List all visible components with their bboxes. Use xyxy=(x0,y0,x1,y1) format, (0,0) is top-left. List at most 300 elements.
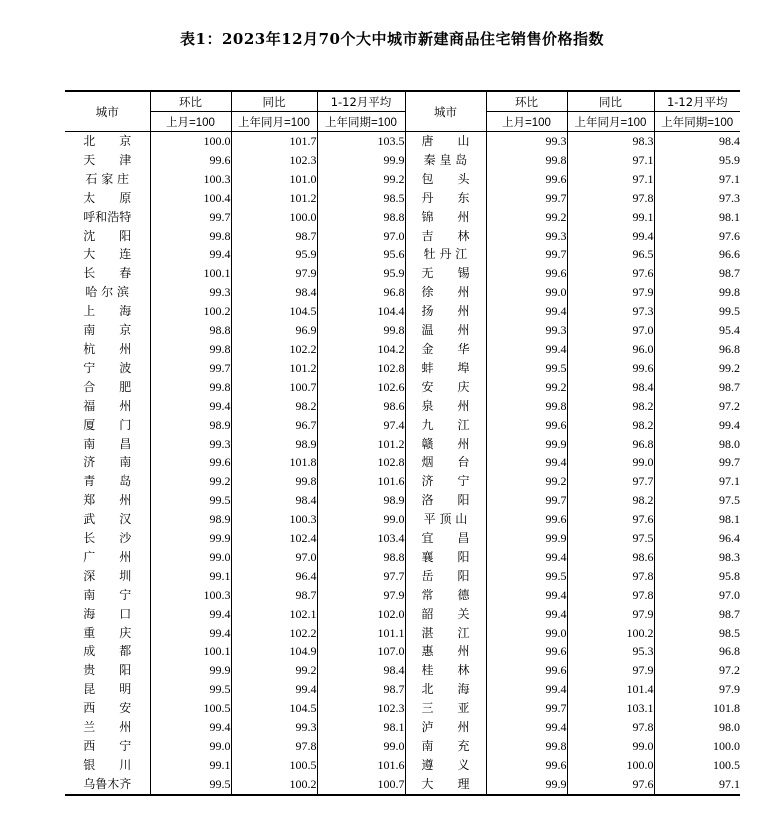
yoy-header: 同比 xyxy=(231,91,317,112)
yoy-value: 98.4 xyxy=(567,378,654,397)
yoy-value: 101.0 xyxy=(231,170,317,189)
mom-value: 99.8 xyxy=(150,340,231,359)
city-name: 成 都 xyxy=(65,642,150,661)
mom-value: 99.6 xyxy=(150,453,231,472)
city-name: 南 昌 xyxy=(65,435,150,454)
city-name: 太 原 xyxy=(65,189,150,208)
table-row xyxy=(65,453,740,472)
mom-value: 99.8 xyxy=(486,737,567,756)
city-name: 桂 林 xyxy=(405,661,486,680)
yoy-value: 97.8 xyxy=(567,586,654,605)
avg-value: 101.2 xyxy=(317,435,405,454)
avg-header: 1-12月平均 xyxy=(317,91,405,112)
yoy-value: 97.0 xyxy=(231,548,317,567)
city-name: 银 川 xyxy=(65,756,150,775)
city-name: 合 肥 xyxy=(65,378,150,397)
table-row xyxy=(65,510,740,529)
table-row xyxy=(65,435,740,454)
avg-value: 107.0 xyxy=(317,642,405,661)
yoy-value: 100.7 xyxy=(231,378,317,397)
yoy-value: 99.2 xyxy=(231,661,317,680)
city-name: 哈 尔 滨 xyxy=(65,283,150,302)
avg-value: 99.9 xyxy=(317,151,405,170)
city-name: 大 连 xyxy=(65,245,150,264)
yoy-value: 104.9 xyxy=(231,642,317,661)
avg-value: 98.0 xyxy=(719,720,740,735)
mom-value: 99.7 xyxy=(150,359,231,378)
mom-value: 99.5 xyxy=(150,680,231,699)
city-name: 宁 波 xyxy=(65,359,150,378)
avg-value: 97.0 xyxy=(719,587,740,602)
yoy-value: 100.2 xyxy=(567,624,654,643)
mom-value: 99.1 xyxy=(150,756,231,775)
mom-value: 100.3 xyxy=(150,586,231,605)
yoy-value: 98.4 xyxy=(231,491,317,510)
table-row xyxy=(65,605,740,624)
yoy-value: 97.8 xyxy=(567,567,654,586)
mom-value: 99.8 xyxy=(486,151,567,170)
avg-value: 99.8 xyxy=(719,285,740,300)
avg-value: 102.8 xyxy=(317,359,405,378)
yoy-value: 98.7 xyxy=(231,586,317,605)
city-name: 郑 州 xyxy=(65,491,150,510)
mom-value: 99.6 xyxy=(486,264,567,283)
yoy-value: 101.4 xyxy=(567,680,654,699)
city-name: 包 头 xyxy=(405,170,486,189)
avg-value: 97.2 xyxy=(719,398,740,413)
yoy-value: 98.2 xyxy=(567,397,654,416)
yoy-value: 103.1 xyxy=(567,699,654,718)
avg-value: 95.9 xyxy=(719,152,740,167)
city-name: 牡 丹 江 xyxy=(405,245,486,264)
avg-value: 96.8 xyxy=(317,283,405,302)
avg-value: 99.0 xyxy=(317,510,405,529)
mom-value: 99.2 xyxy=(486,378,567,397)
city-name: 北 京 xyxy=(65,132,150,151)
mom-value: 100.2 xyxy=(150,302,231,321)
yoy-value: 96.7 xyxy=(231,416,317,435)
mom-value: 98.9 xyxy=(150,416,231,435)
mom-value: 99.0 xyxy=(486,283,567,302)
city-name: 沈 阳 xyxy=(65,227,150,246)
city-name: 杭 州 xyxy=(65,340,150,359)
city-name: 兰 州 xyxy=(65,718,150,737)
mom-value: 99.8 xyxy=(150,227,231,246)
yoy-value: 102.1 xyxy=(231,605,317,624)
avg-value: 98.1 xyxy=(317,718,405,737)
yoy-value: 97.1 xyxy=(567,151,654,170)
yoy-value: 98.7 xyxy=(231,227,317,246)
mom-value: 99.9 xyxy=(486,529,567,548)
city-name: 青 岛 xyxy=(65,472,150,491)
yoy-value: 101.2 xyxy=(231,189,317,208)
city-name: 温 州 xyxy=(405,321,486,340)
city-name: 吉 林 xyxy=(405,227,486,246)
avg-value: 97.7 xyxy=(317,567,405,586)
table-row xyxy=(65,359,740,378)
city-name: 济 宁 xyxy=(405,472,486,491)
yoy-value: 101.8 xyxy=(231,453,317,472)
table-row xyxy=(65,624,740,643)
yoy-value: 100.5 xyxy=(231,756,317,775)
city-name: 徐 州 xyxy=(405,283,486,302)
table-row xyxy=(65,775,740,795)
city-name: 上 海 xyxy=(65,302,150,321)
yoy-value: 96.5 xyxy=(567,245,654,264)
table-body xyxy=(65,132,740,795)
city-name: 济 南 xyxy=(65,453,150,472)
avg-value: 102.0 xyxy=(317,605,405,624)
city-name: 惠 州 xyxy=(405,642,486,661)
avg-value: 103.4 xyxy=(317,529,405,548)
yoy-value: 102.4 xyxy=(231,529,317,548)
mom-value: 99.8 xyxy=(150,378,231,397)
table-row xyxy=(65,151,740,170)
city-name: 西 安 xyxy=(65,699,150,718)
mom-value: 99.6 xyxy=(486,661,567,680)
yoy-value: 96.9 xyxy=(231,321,317,340)
table-row xyxy=(65,132,740,151)
avg-header: 1-12月平均 xyxy=(654,91,740,112)
yoy-base-header: 上年同月=100 xyxy=(231,112,317,132)
mom-value: 99.9 xyxy=(150,661,231,680)
yoy-value: 97.9 xyxy=(567,605,654,624)
city-name: 西 宁 xyxy=(65,737,150,756)
city-name: 湛 江 xyxy=(405,624,486,643)
city-name: 赣 州 xyxy=(405,435,486,454)
yoy-value: 95.3 xyxy=(567,642,654,661)
table-row xyxy=(65,680,740,699)
avg-value: 101.6 xyxy=(317,756,405,775)
mom-value: 99.7 xyxy=(150,208,231,227)
table-row xyxy=(65,491,740,510)
city-name: 九 江 xyxy=(405,416,486,435)
mom-value: 100.5 xyxy=(150,699,231,718)
avg-value: 97.3 xyxy=(719,190,740,205)
mom-value: 99.0 xyxy=(150,548,231,567)
city-name: 南 京 xyxy=(65,321,150,340)
city-name: 蚌 埠 xyxy=(405,359,486,378)
yoy-value: 97.8 xyxy=(567,718,654,737)
avg-value: 95.8 xyxy=(719,568,740,583)
mom-value: 99.5 xyxy=(150,491,231,510)
yoy-value: 96.4 xyxy=(231,567,317,586)
city-name: 南 充 xyxy=(405,737,486,756)
city-name: 长 春 xyxy=(65,264,150,283)
yoy-value: 97.8 xyxy=(231,737,317,756)
city-name: 石 家 庄 xyxy=(65,170,150,189)
yoy-value: 96.8 xyxy=(567,435,654,454)
mom-value: 100.4 xyxy=(150,189,231,208)
mom-value: 99.5 xyxy=(486,359,567,378)
table-row xyxy=(65,416,740,435)
table-row xyxy=(65,661,740,680)
yoy-value: 102.2 xyxy=(231,340,317,359)
yoy-value: 101.7 xyxy=(231,132,317,151)
avg-value: 97.5 xyxy=(719,493,740,508)
mom-value: 99.4 xyxy=(150,397,231,416)
table-row xyxy=(65,397,740,416)
mom-value: 99.7 xyxy=(486,245,567,264)
yoy-header: 同比 xyxy=(567,91,654,112)
city-name: 扬 州 xyxy=(405,302,486,321)
mom-base-header: 上月=100 xyxy=(150,112,231,132)
yoy-value: 96.0 xyxy=(567,340,654,359)
yoy-value: 97.1 xyxy=(567,170,654,189)
mom-value: 98.9 xyxy=(150,510,231,529)
yoy-value: 101.2 xyxy=(231,359,317,378)
mom-value: 99.6 xyxy=(486,642,567,661)
mom-value: 99.4 xyxy=(150,718,231,737)
table-title: 表1：2023年12月70个大中城市新建商品住宅销售价格指数 xyxy=(180,30,604,48)
avg-value: 98.4 xyxy=(317,661,405,680)
avg-value: 97.9 xyxy=(719,682,740,697)
mom-value: 99.3 xyxy=(486,321,567,340)
mom-value: 99.4 xyxy=(150,245,231,264)
city-name: 泉 州 xyxy=(405,397,486,416)
city-name: 北 海 xyxy=(405,680,486,699)
avg-value: 97.9 xyxy=(317,586,405,605)
mom-header: 环比 xyxy=(150,91,231,112)
mom-value: 99.1 xyxy=(150,567,231,586)
avg-value: 99.4 xyxy=(719,417,740,432)
mom-value: 99.4 xyxy=(486,302,567,321)
table-row xyxy=(65,548,740,567)
city-name: 唐 山 xyxy=(405,132,486,151)
city-name: 大 理 xyxy=(405,775,486,795)
mom-value: 99.9 xyxy=(486,775,567,795)
mom-value: 99.4 xyxy=(150,624,231,643)
city-name: 昆 明 xyxy=(65,680,150,699)
yoy-value: 97.6 xyxy=(567,775,654,795)
mom-value: 99.7 xyxy=(486,699,567,718)
mom-header: 环比 xyxy=(486,91,567,112)
city-name: 平 顶 山 xyxy=(405,510,486,529)
city-header: 城市 xyxy=(405,91,486,132)
avg-value: 98.7 xyxy=(317,680,405,699)
yoy-value: 99.4 xyxy=(231,680,317,699)
avg-value: 104.2 xyxy=(317,340,405,359)
avg-value: 97.1 xyxy=(719,171,740,186)
city-name: 洛 阳 xyxy=(405,491,486,510)
avg-value: 102.3 xyxy=(317,699,405,718)
table-row xyxy=(65,567,740,586)
table-row xyxy=(65,472,740,491)
table-row xyxy=(65,642,740,661)
mom-value: 99.2 xyxy=(486,208,567,227)
avg-base-header: 上年同期=100 xyxy=(317,112,405,132)
mom-value: 99.3 xyxy=(486,227,567,246)
yoy-value: 97.5 xyxy=(567,529,654,548)
yoy-value: 97.6 xyxy=(567,510,654,529)
table-row xyxy=(65,718,740,737)
mom-value: 99.4 xyxy=(150,605,231,624)
avg-value: 97.1 xyxy=(719,776,740,791)
city-name: 乌鲁木齐 xyxy=(65,775,150,795)
mom-value: 99.6 xyxy=(486,756,567,775)
table-row xyxy=(65,737,740,756)
avg-value: 98.6 xyxy=(317,397,405,416)
table-row xyxy=(65,529,740,548)
city-name: 无 锡 xyxy=(405,264,486,283)
table-row xyxy=(65,208,740,227)
yoy-value: 99.3 xyxy=(231,718,317,737)
avg-value: 98.7 xyxy=(719,379,740,394)
avg-value: 99.8 xyxy=(317,321,405,340)
city-name: 安 庆 xyxy=(405,378,486,397)
avg-value: 97.0 xyxy=(317,227,405,246)
yoy-value: 97.8 xyxy=(567,189,654,208)
table-row xyxy=(65,170,740,189)
mom-value: 99.0 xyxy=(150,737,231,756)
city-name: 遵 义 xyxy=(405,756,486,775)
mom-value: 99.4 xyxy=(486,340,567,359)
mom-value: 99.4 xyxy=(486,680,567,699)
city-name: 福 州 xyxy=(65,397,150,416)
mom-value: 99.4 xyxy=(486,586,567,605)
yoy-base-header: 上年同月=100 xyxy=(567,112,654,132)
table-row xyxy=(65,283,740,302)
avg-value: 102.6 xyxy=(317,378,405,397)
avg-value: 101.8 xyxy=(713,701,740,716)
table-row xyxy=(65,264,740,283)
avg-value: 99.5 xyxy=(719,304,740,319)
avg-value: 96.8 xyxy=(719,644,740,659)
yoy-value: 100.3 xyxy=(231,510,317,529)
yoy-value: 102.3 xyxy=(231,151,317,170)
table-row xyxy=(65,378,740,397)
mom-value: 99.7 xyxy=(486,491,567,510)
table-row xyxy=(65,227,740,246)
yoy-value: 99.1 xyxy=(567,208,654,227)
mom-value: 99.6 xyxy=(486,510,567,529)
yoy-value: 97.3 xyxy=(567,302,654,321)
city-name: 丹 东 xyxy=(405,189,486,208)
avg-value: 98.5 xyxy=(317,189,405,208)
yoy-value: 97.9 xyxy=(567,661,654,680)
mom-value: 100.1 xyxy=(150,264,231,283)
avg-value: 100.5 xyxy=(713,757,740,772)
avg-value: 95.9 xyxy=(317,264,405,283)
yoy-value: 98.9 xyxy=(231,435,317,454)
yoy-value: 99.4 xyxy=(567,227,654,246)
city-name: 宜 昌 xyxy=(405,529,486,548)
city-name: 锦 州 xyxy=(405,208,486,227)
avg-value: 98.9 xyxy=(317,491,405,510)
mom-value: 99.0 xyxy=(486,624,567,643)
yoy-value: 97.9 xyxy=(567,283,654,302)
avg-value: 98.8 xyxy=(317,208,405,227)
yoy-value: 99.0 xyxy=(567,453,654,472)
yoy-value: 97.0 xyxy=(567,321,654,340)
mom-value: 99.8 xyxy=(486,397,567,416)
avg-value: 100.0 xyxy=(713,739,740,753)
table-row xyxy=(65,245,740,264)
avg-value: 98.4 xyxy=(719,134,740,148)
avg-value: 98.3 xyxy=(719,549,740,564)
avg-value: 102.8 xyxy=(317,453,405,472)
city-name: 泸 州 xyxy=(405,718,486,737)
mom-value: 99.4 xyxy=(486,548,567,567)
avg-value: 96.4 xyxy=(719,531,740,546)
avg-value: 98.7 xyxy=(719,606,740,621)
mom-value: 99.3 xyxy=(150,283,231,302)
city-name: 秦 皇 岛 xyxy=(405,151,486,170)
yoy-value: 104.5 xyxy=(231,699,317,718)
yoy-value: 95.9 xyxy=(231,245,317,264)
yoy-value: 97.9 xyxy=(231,264,317,283)
mom-value: 99.4 xyxy=(486,605,567,624)
avg-value: 95.6 xyxy=(317,245,405,264)
avg-value: 98.8 xyxy=(317,548,405,567)
avg-value: 99.2 xyxy=(719,360,740,375)
header-row xyxy=(65,91,740,112)
yoy-value: 102.2 xyxy=(231,624,317,643)
mom-value: 99.9 xyxy=(150,529,231,548)
mom-value: 100.0 xyxy=(150,132,231,151)
yoy-value: 98.2 xyxy=(231,397,317,416)
avg-value: 96.6 xyxy=(719,247,740,262)
avg-value: 99.0 xyxy=(317,737,405,756)
avg-value: 101.1 xyxy=(317,624,405,643)
avg-value: 98.1 xyxy=(719,209,740,224)
mom-value: 99.2 xyxy=(486,472,567,491)
city-name: 呼和浩特 xyxy=(65,208,150,227)
yoy-value: 98.2 xyxy=(567,416,654,435)
city-name: 常 德 xyxy=(405,586,486,605)
mom-value: 99.6 xyxy=(486,170,567,189)
mom-value: 100.1 xyxy=(150,642,231,661)
avg-value: 97.4 xyxy=(317,416,405,435)
avg-value: 96.8 xyxy=(719,341,740,356)
mom-value: 99.3 xyxy=(150,435,231,454)
table-row xyxy=(65,586,740,605)
avg-value: 98.7 xyxy=(719,266,740,281)
city-name: 南 宁 xyxy=(65,586,150,605)
avg-value: 97.1 xyxy=(719,474,740,489)
yoy-value: 99.6 xyxy=(567,359,654,378)
yoy-value: 100.2 xyxy=(231,775,317,795)
city-name: 广 州 xyxy=(65,548,150,567)
city-name: 武 汉 xyxy=(65,510,150,529)
city-name: 海 口 xyxy=(65,605,150,624)
yoy-value: 98.3 xyxy=(567,132,654,151)
table-row xyxy=(65,321,740,340)
yoy-value: 97.6 xyxy=(567,264,654,283)
yoy-value: 98.6 xyxy=(567,548,654,567)
avg-value: 98.5 xyxy=(719,625,740,640)
table-row xyxy=(65,189,740,208)
avg-value: 97.6 xyxy=(719,228,740,243)
mom-value: 100.3 xyxy=(150,170,231,189)
mom-base-header: 上月=100 xyxy=(486,112,567,132)
avg-base-header: 上年同期=100 xyxy=(654,112,740,132)
avg-value: 104.4 xyxy=(317,302,405,321)
table-row xyxy=(65,302,740,321)
mom-value: 99.9 xyxy=(486,435,567,454)
yoy-value: 100.0 xyxy=(567,756,654,775)
city-name: 天 津 xyxy=(65,151,150,170)
yoy-value: 97.7 xyxy=(567,472,654,491)
city-name: 厦 门 xyxy=(65,416,150,435)
avg-value: 101.6 xyxy=(317,472,405,491)
city-name: 韶 关 xyxy=(405,605,486,624)
avg-value: 99.2 xyxy=(317,170,405,189)
yoy-value: 98.2 xyxy=(567,491,654,510)
avg-value: 97.2 xyxy=(719,663,740,678)
yoy-value: 104.5 xyxy=(231,302,317,321)
city-name: 深 圳 xyxy=(65,567,150,586)
